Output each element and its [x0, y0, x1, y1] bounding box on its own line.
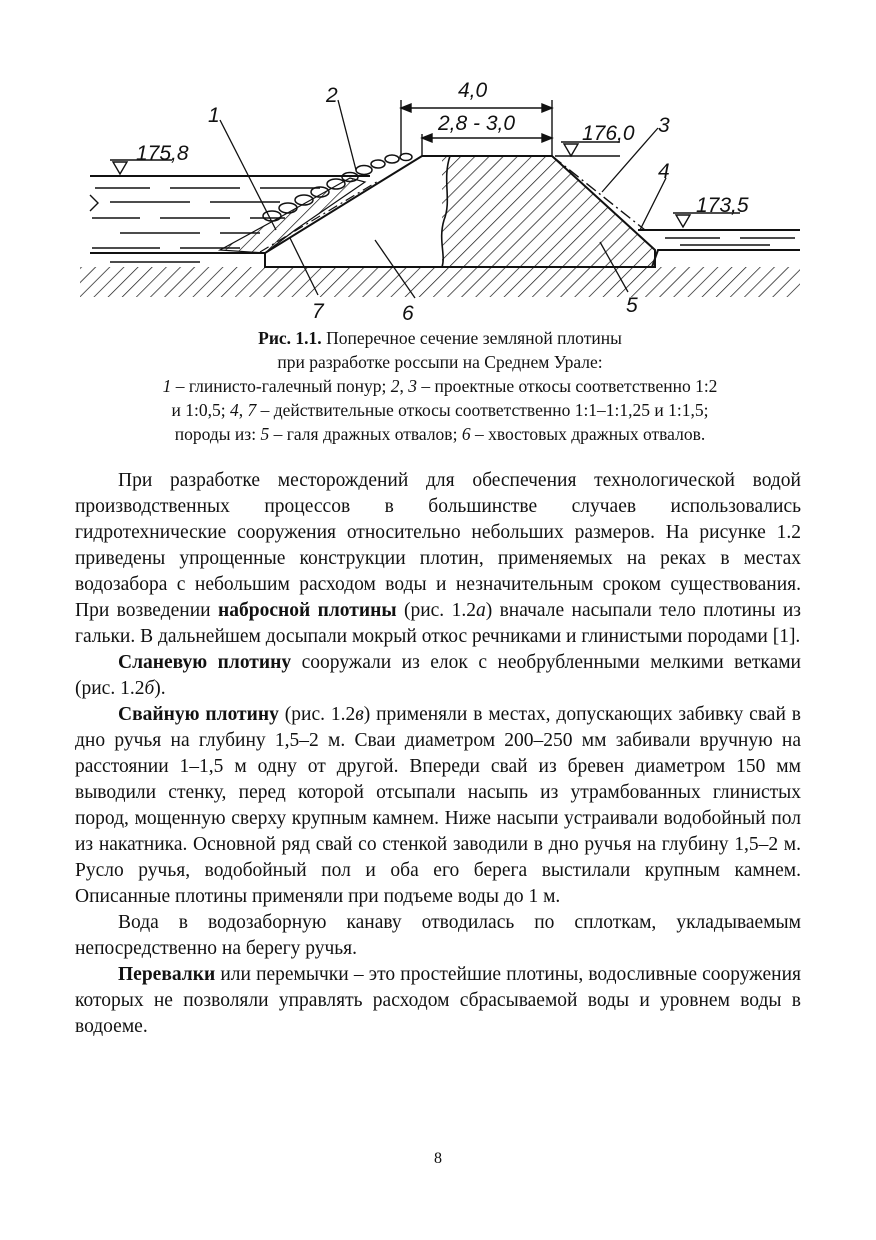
caption-text: ,: [238, 400, 248, 420]
caption-num: 5: [260, 424, 270, 444]
caption-text: – проектные откосы соответственно 1:2: [417, 376, 718, 396]
figure-caption: [80, 326, 800, 446]
caption-title-rest: Поперечное сечение земляной плотины: [321, 328, 622, 348]
italic-letter: а: [475, 600, 486, 621]
text: ) применяли в местах, допускающих забивку свай в дно ручья на глубину 1,5–2 м. Сваи диаметром 200–250 мм забивали вручную на расстоянии 1–1,5 м одну от другой. Впереди свай из бревен диаметром 150 мм выводили стенку, перед которой отсыпали насыпь из утрамбованных глинистых пород, мощенную сверху крупным камнем. Ниже насыпи устраивали водобойный пол из накатника. Основной ряд свай со стенкой заводили в дно ручья на глубину 1,5–2 м. Русло ручья, водобойный пол и оба его берега выстилали крупным камнем. Описанные плотины применяли при подъеме воды до 1 м.: [75, 704, 801, 907]
text: сооружали из елок с необрубленными мелкими ветками (рис. 1.2: [75, 652, 801, 699]
caption-num: 7: [247, 400, 257, 420]
text: или перемычки – это простейшие плотины, водосливные сооружения которых не позволяли управлять расходом сбрасываемой воды и уровнем воды в водоеме.: [75, 964, 801, 1037]
caption-text: – галя дражных отвалов;: [269, 424, 462, 444]
caption-num: 6: [461, 424, 471, 444]
caption-text: ,: [399, 376, 409, 396]
label-4: 4: [658, 160, 670, 183]
bold-term: Слaневую плотину: [118, 652, 292, 673]
page-number: 8: [434, 1150, 442, 1167]
bold-term: Свайную плотину: [118, 704, 279, 725]
caption-num: 2: [390, 376, 400, 396]
label-1: 1: [208, 104, 220, 127]
dimension-inner-label: 2,8 - 3,0: [438, 112, 516, 135]
label-6: 6: [402, 302, 414, 325]
label-3: 3: [658, 114, 670, 137]
dam-cross-section-figure: [80, 70, 800, 340]
level-crest-label: 176,0: [582, 122, 635, 145]
text: При разработке месторождений для обеспечения технологической водой производственных процессов в большинстве случаев использовались гидротехнические сооружения относительно небольших размеров. На рисунке 1.2 приведены упрощенные конструкции плотин, применяемых на реках в местах водозабора с небольшим расходом воды и незначительным сроком существования. При возведении: [75, 470, 801, 621]
italic-letter: в: [355, 704, 364, 725]
caption-text: и 1:0,5;: [171, 400, 230, 420]
paragraph-3: [75, 702, 801, 910]
label-2: 2: [326, 84, 338, 107]
caption-line-1: [80, 326, 800, 350]
level-markers: [110, 142, 740, 227]
text: ).: [154, 678, 166, 699]
caption-text: породы из:: [174, 424, 261, 444]
dam-body: [220, 154, 655, 268]
text: ) вначале насыпали тело плотины из гальки. В дальнейшем досыпали мокрый откос речниками и глинистыми породами [1].: [75, 600, 801, 647]
level-right-label: 173,5: [696, 194, 749, 217]
caption-line-3: [80, 374, 800, 398]
caption-text: – действительные откосы соответственно 1:1–1:1,25 и 1:1,5;: [256, 400, 709, 420]
paragraph-2: [75, 650, 801, 702]
caption-num: 1: [162, 376, 172, 396]
paragraph-4: Вода в водозаборную канаву отводилась по сплоткам, укладываемым непосредственно на берегу ручья.: [75, 912, 801, 959]
caption-num: 3: [408, 376, 417, 396]
caption-line-2: при разработке россыпи на Среднем Урале:: [277, 352, 603, 372]
caption-text: – глинисто-галечный понур;: [171, 376, 391, 396]
paragraph-1: [75, 468, 801, 650]
bold-term: Перевалки: [118, 964, 216, 985]
caption-line-4: [80, 398, 800, 422]
text: (рис. 1.2: [396, 600, 476, 621]
ground: [80, 250, 800, 297]
level-left-label: 175,8: [136, 142, 189, 165]
label-7: 7: [312, 300, 324, 323]
paragraph-5: [75, 962, 801, 1040]
bold-term: набросной плотины: [217, 600, 397, 621]
body-text: [75, 468, 801, 1040]
caption-title: Рис. 1.1.: [258, 328, 322, 348]
text: (рис. 1.2: [278, 704, 356, 725]
label-5: 5: [626, 294, 638, 317]
caption-line-5: [80, 422, 800, 446]
caption-text: – хвостовых дражных отвалов.: [470, 424, 706, 444]
italic-letter: б: [144, 678, 155, 699]
dimension-top-label: 4,0: [458, 79, 488, 102]
caption-num: 4: [229, 400, 239, 420]
